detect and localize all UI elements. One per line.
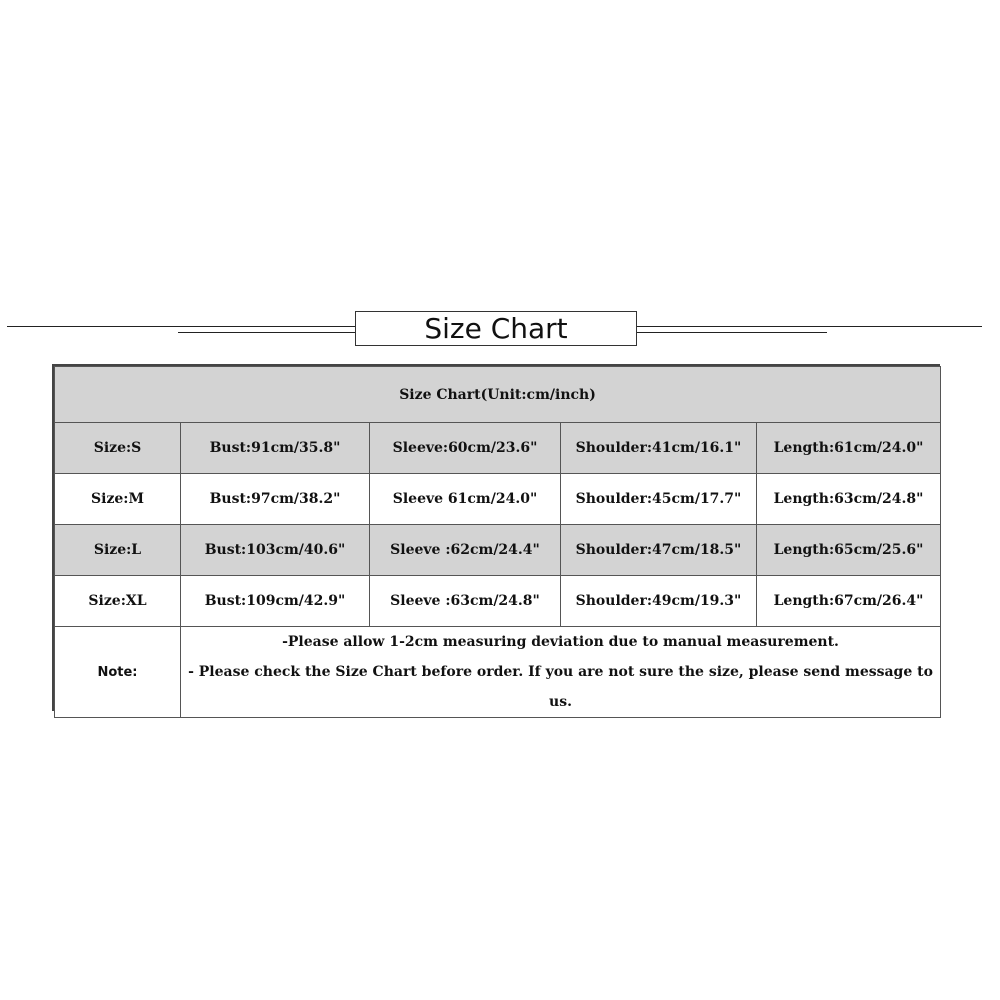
table-header: Size Chart(Unit:cm/inch) bbox=[55, 367, 941, 423]
table-row bbox=[55, 423, 941, 474]
note-line: -Please allow 1-2cm measuring deviation due to manual measurement. bbox=[282, 634, 839, 650]
length-cell: Length:65cm/25.6" bbox=[757, 525, 941, 576]
size-chart-table bbox=[52, 364, 940, 711]
sleeve-cell: Sleeve :62cm/24.4" bbox=[370, 525, 561, 576]
size-cell: Size:L bbox=[55, 525, 181, 576]
note-line: - Please check the Size Chart before order. If you are not sure the size, please send message to us. bbox=[188, 664, 933, 710]
sleeve-cell: Sleeve:60cm/23.6" bbox=[370, 423, 561, 474]
shoulder-cell: Shoulder:45cm/17.7" bbox=[561, 474, 757, 525]
banner-line-left-short bbox=[178, 332, 355, 333]
bust-cell: Bust:103cm/40.6" bbox=[181, 525, 370, 576]
bust-cell: Bust:97cm/38.2" bbox=[181, 474, 370, 525]
note-text bbox=[181, 627, 941, 718]
table-header-row bbox=[55, 367, 941, 423]
page-title: Size Chart bbox=[355, 311, 637, 346]
shoulder-cell: Shoulder:41cm/16.1" bbox=[561, 423, 757, 474]
table-row bbox=[55, 576, 941, 627]
note-row bbox=[55, 627, 941, 718]
size-cell: Size:S bbox=[55, 423, 181, 474]
sleeve-cell: Sleeve 61cm/24.0" bbox=[370, 474, 561, 525]
shoulder-cell: Shoulder:49cm/19.3" bbox=[561, 576, 757, 627]
length-cell: Length:63cm/24.8" bbox=[757, 474, 941, 525]
bust-cell: Bust:91cm/35.8" bbox=[181, 423, 370, 474]
table-row bbox=[55, 474, 941, 525]
length-cell: Length:67cm/26.4" bbox=[757, 576, 941, 627]
banner-line-right-short bbox=[637, 332, 827, 333]
size-cell: Size:M bbox=[55, 474, 181, 525]
table-row bbox=[55, 525, 941, 576]
shoulder-cell: Shoulder:47cm/18.5" bbox=[561, 525, 757, 576]
banner-line-left-long bbox=[7, 326, 355, 327]
sleeve-cell: Sleeve :63cm/24.8" bbox=[370, 576, 561, 627]
banner-line-right-long bbox=[637, 326, 982, 327]
note-label: Note: bbox=[55, 627, 181, 718]
size-cell: Size:XL bbox=[55, 576, 181, 627]
length-cell: Length:61cm/24.0" bbox=[757, 423, 941, 474]
bust-cell: Bust:109cm/42.9" bbox=[181, 576, 370, 627]
